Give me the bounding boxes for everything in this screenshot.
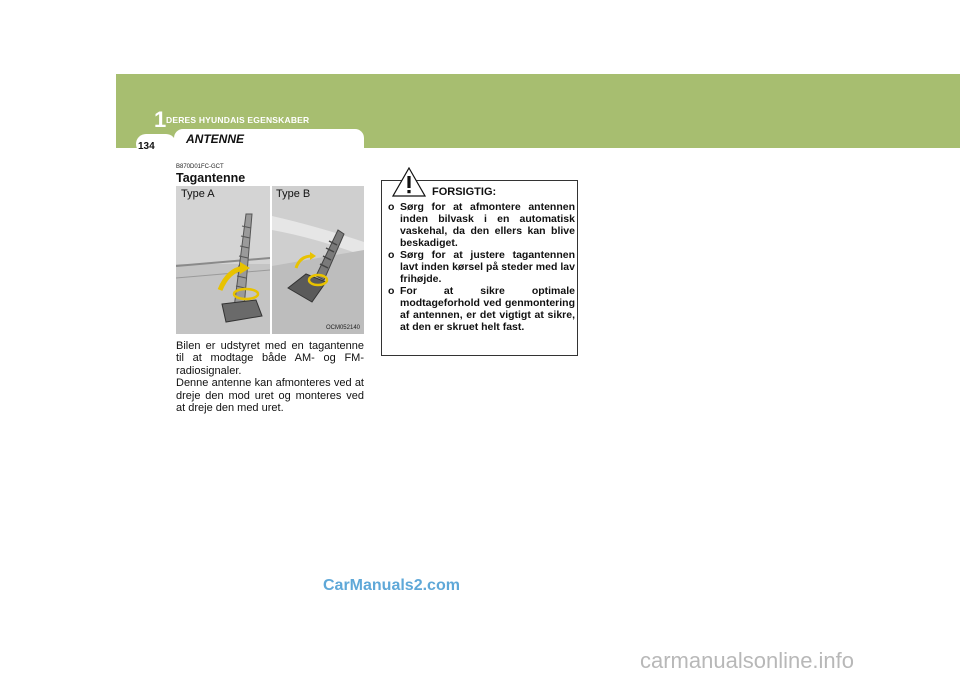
chapter-number: 1 [154,107,167,132]
caution-item: o Sørg for at justere tagantennen lavt inden kørsel på steder med lav frihøjde. [388,249,575,285]
bullet: o [388,249,395,261]
body-paragraph: Denne antenne kan afmonteres ved at dreje den mod uret og monteres ved at dreje den med uret. [176,377,364,415]
figure-label-type-b: Type B [276,188,311,200]
caution-box [381,180,578,356]
bullet: o [388,201,395,213]
figure-label-type-a: Type A [181,188,215,200]
antenna-figure [176,186,364,334]
warning-triangle-icon [392,167,426,197]
figure-code: OCM052140 [325,325,360,331]
section-title: ANTENNE [186,132,245,146]
site-watermark[interactable]: CarManuals2.com [323,577,460,594]
caution-title: FORSIGTIG: [432,186,497,198]
doc-code: B870D01FC-GCT [176,164,224,170]
footer-watermark: carmanualsonline.info [640,648,855,673]
body-text [176,340,364,414]
antenna-illustration [176,186,364,334]
chapter-title: DERES HYUNDAIS EGENSKABER [166,115,310,125]
page-number: 134 [138,141,155,152]
bullet: o [388,285,395,297]
caution-item: o Sørg for at afmontere antennen inden bilvask i en automatisk vaskehal, da den ellers kan blive beskadiget. [388,201,575,249]
caution-item: o For at sikre optimale modtageforhold ved genmontering af antennen, er det vigtigt at sikre, at den er skruet helt fast. [388,285,575,333]
body-paragraph: Bilen er udstyret med en tagantenne til at modtage både AM- og FM-radiosignaler. [176,340,364,377]
subheading: Tagantenne [176,171,246,185]
caution-list [388,201,575,333]
